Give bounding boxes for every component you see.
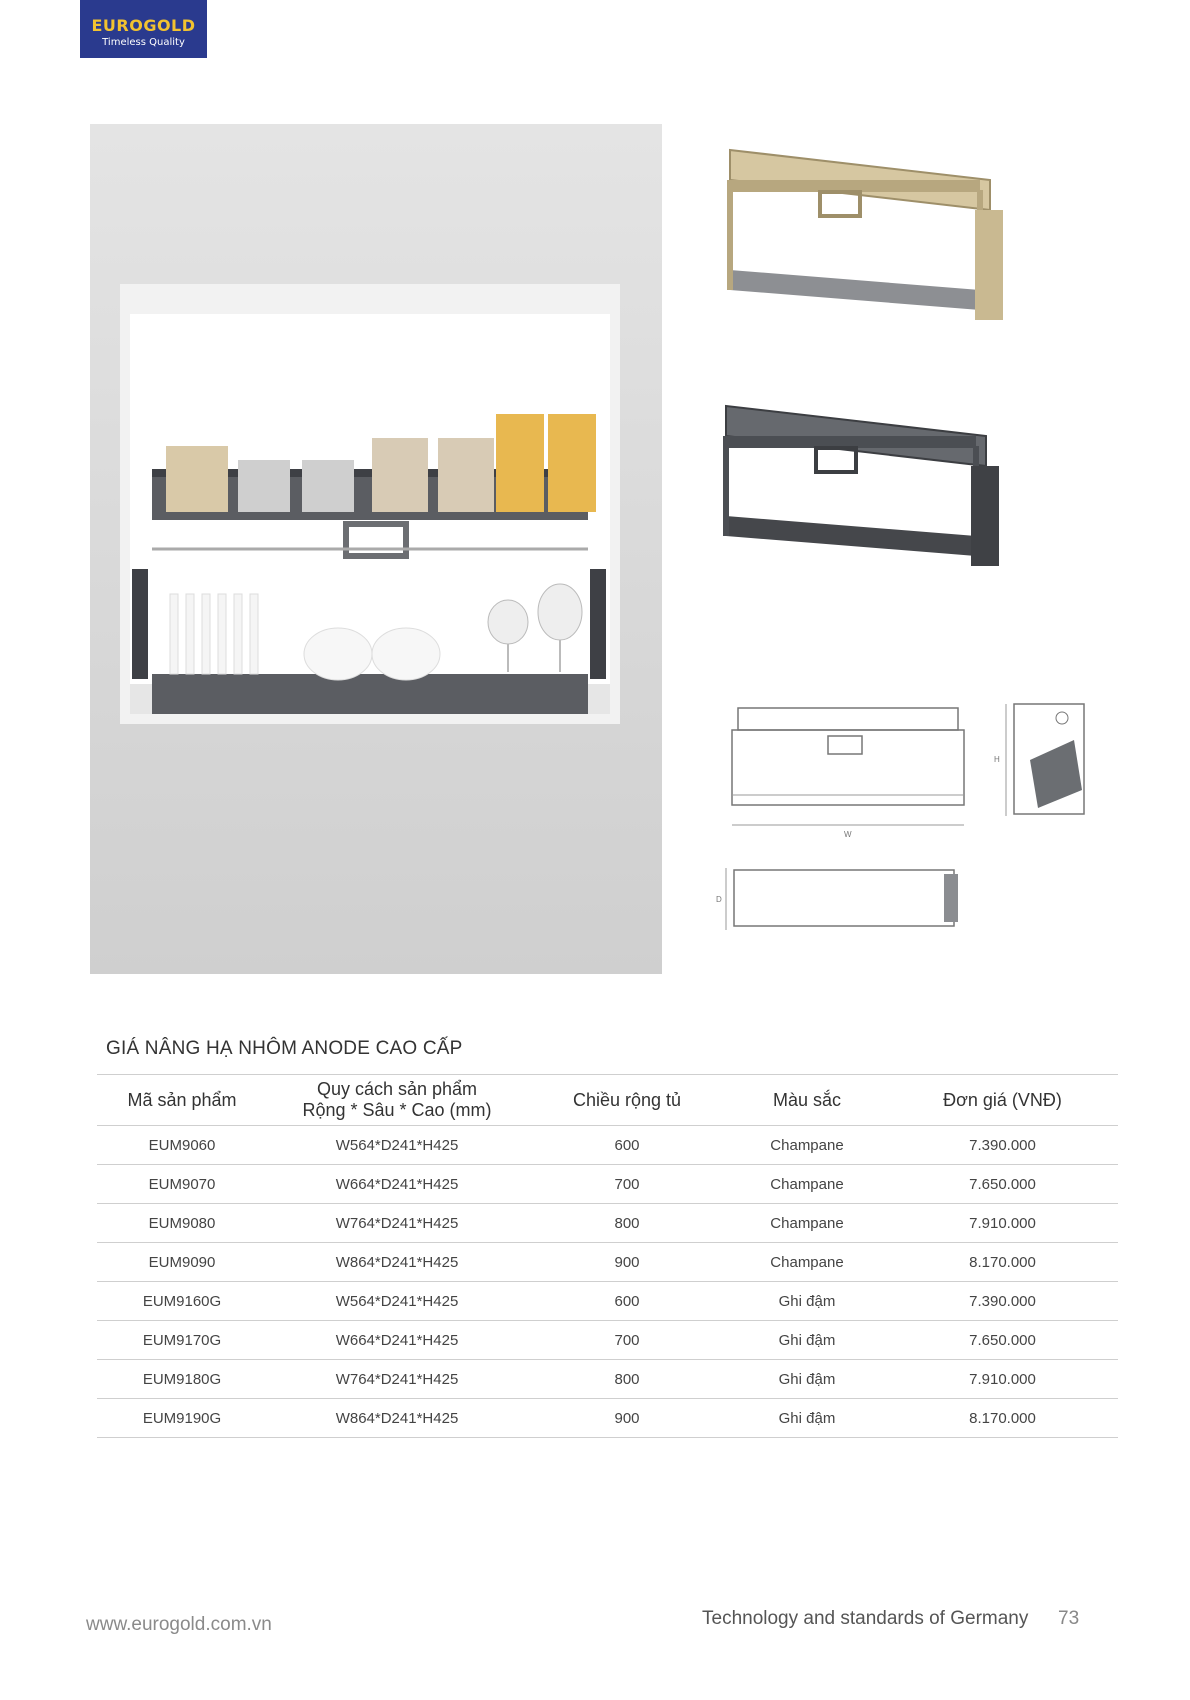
cell-color: Ghi đậm [727, 1282, 887, 1321]
width-dimension-label: W [844, 830, 852, 839]
cell-spec: W664*D241*H425 [267, 1321, 527, 1360]
side-view-drawing [990, 700, 1090, 820]
cell-color: Champane [727, 1243, 887, 1282]
cell-width: 900 [527, 1399, 727, 1438]
table-header-row [97, 1075, 1118, 1126]
cell-spec: W764*D241*H425 [267, 1360, 527, 1399]
cell-price: 7.910.000 [887, 1360, 1118, 1399]
header-width: Chiều rộng tủ [527, 1075, 727, 1126]
cell-width: 800 [527, 1360, 727, 1399]
table-row [97, 1282, 1118, 1321]
cell-width: 600 [527, 1126, 727, 1165]
front-view-drawing [728, 700, 968, 840]
depth-dimension-label: D [716, 895, 722, 904]
cell-code: EUM9070 [97, 1165, 267, 1204]
cell-spec: W864*D241*H425 [267, 1399, 527, 1438]
table-row [97, 1126, 1118, 1165]
cabinet-photo [90, 124, 662, 974]
table-row [97, 1204, 1118, 1243]
header-spec [267, 1075, 527, 1126]
cell-color: Champane [727, 1165, 887, 1204]
table-row [97, 1360, 1118, 1399]
cell-width: 700 [527, 1165, 727, 1204]
cell-price: 8.170.000 [887, 1243, 1118, 1282]
cell-spec: W564*D241*H425 [267, 1126, 527, 1165]
table-row [97, 1243, 1118, 1282]
header-price: Đơn giá (VNĐ) [887, 1075, 1118, 1126]
footer-slogan: Technology and standards of Germany [702, 1608, 1029, 1629]
cell-color: Ghi đậm [727, 1399, 887, 1438]
brand-logo [80, 0, 207, 58]
cell-code: EUM9160G [97, 1282, 267, 1321]
brand-name: EUROGOLD [91, 16, 196, 35]
brand-tagline: Timeless Quality [102, 37, 185, 48]
header-code: Mã sản phẩm [97, 1075, 267, 1126]
cell-width: 900 [527, 1243, 727, 1282]
cell-price: 7.390.000 [887, 1126, 1118, 1165]
cell-code: EUM9090 [97, 1243, 267, 1282]
cell-price: 7.650.000 [887, 1165, 1118, 1204]
table-row [97, 1321, 1118, 1360]
cell-spec: W664*D241*H425 [267, 1165, 527, 1204]
cell-width: 800 [527, 1204, 727, 1243]
cell-code: EUM9060 [97, 1126, 267, 1165]
cell-spec: W764*D241*H425 [267, 1204, 527, 1243]
cell-price: 8.170.000 [887, 1399, 1118, 1438]
table-row [97, 1399, 1118, 1438]
champagne-rack-image [720, 140, 1010, 360]
cell-color: Champane [727, 1126, 887, 1165]
dark-grey-rack-image [716, 396, 1006, 606]
header-spec-line1: Quy cách sản phẩm [316, 1079, 478, 1099]
cell-code: EUM9190G [97, 1399, 267, 1438]
cell-price: 7.390.000 [887, 1282, 1118, 1321]
header-spec-line2: Rộng * Sâu * Cao (mm) [302, 1100, 492, 1120]
cell-spec: W864*D241*H425 [267, 1243, 527, 1282]
page-number: 73 [1058, 1608, 1080, 1629]
cell-color: Champane [727, 1204, 887, 1243]
cell-price: 7.910.000 [887, 1204, 1118, 1243]
cell-color: Ghi đậm [727, 1360, 887, 1399]
price-table [97, 1074, 1118, 1438]
table-row [97, 1165, 1118, 1204]
top-view-drawing [712, 864, 962, 934]
header-color: Màu sắc [727, 1075, 887, 1126]
cell-code: EUM9180G [97, 1360, 267, 1399]
price-table-title: GIÁ NÂNG HẠ NHÔM ANODE CAO CẤP [106, 1038, 463, 1059]
height-dimension-label: H [994, 755, 1000, 764]
cell-price: 7.650.000 [887, 1321, 1118, 1360]
cell-spec: W564*D241*H425 [267, 1282, 527, 1321]
cell-width: 600 [527, 1282, 727, 1321]
cell-code: EUM9170G [97, 1321, 267, 1360]
footer-website-link[interactable]: www.eurogold.com.vn [86, 1614, 272, 1635]
cell-width: 700 [527, 1321, 727, 1360]
cell-code: EUM9080 [97, 1204, 267, 1243]
cell-color: Ghi đậm [727, 1321, 887, 1360]
